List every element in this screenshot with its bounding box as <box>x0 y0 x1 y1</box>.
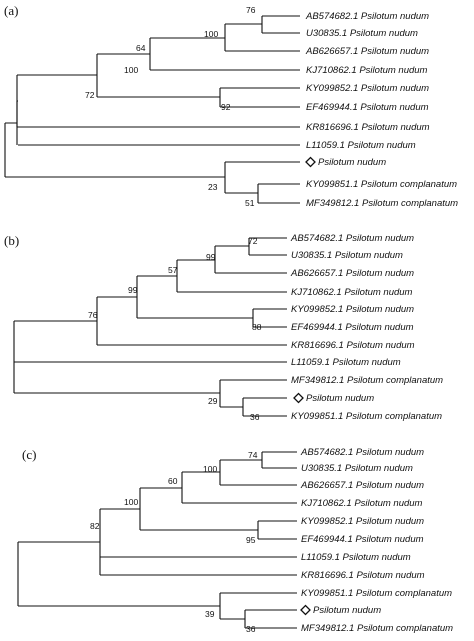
branch <box>137 276 253 318</box>
taxon-label: EF469944.1 Psilotum nudum <box>306 102 429 113</box>
taxon-label: AB574682.1 Psilotum nudum <box>306 11 430 22</box>
bootstrap-label: 100 <box>203 464 218 474</box>
taxon-labels-a <box>305 11 458 209</box>
taxon-label: EF469944.1 Psilotum nudum <box>291 322 414 333</box>
taxon-label: AB574682.1 Psilotum nudum <box>291 233 415 244</box>
bootstrap-label: 100 <box>204 29 219 39</box>
taxon-label: KY099851.1 Psilotum complanatum <box>301 588 453 599</box>
bootstrap-label: 100 <box>124 497 139 507</box>
branch <box>17 101 300 145</box>
diamond-marker-icon <box>294 394 303 403</box>
taxon-label: KY099851.1 Psilotum complanatum <box>306 179 458 190</box>
taxon-label: KJ710862.1 Psilotum nudum <box>291 287 413 298</box>
taxon-label: U30835.1 Psilotum nudum <box>306 28 418 39</box>
taxon-labels-c <box>300 447 453 634</box>
bootstrap-label: 99 <box>206 252 216 262</box>
tree-panel-a <box>4 3 458 209</box>
branch <box>177 260 287 292</box>
branch <box>258 184 300 203</box>
branch <box>140 488 258 530</box>
bootstrap-label: 76 <box>88 310 98 320</box>
taxon-label: KR816696.1 Psilotum nudum <box>301 570 425 581</box>
tree-panel-b <box>4 233 443 422</box>
branch <box>215 246 287 273</box>
bootstrap-label: 36 <box>250 412 260 422</box>
branch <box>97 297 287 345</box>
taxon-label: KY099852.1 Psilotum nudum <box>291 304 415 315</box>
taxon-label: KR816696.1 Psilotum nudum <box>306 122 430 133</box>
branch <box>18 542 220 606</box>
taxon-label: AB626657.1 Psilotum nudum <box>301 480 425 491</box>
branch <box>258 521 297 539</box>
branch <box>220 88 300 107</box>
taxon-labels-b <box>290 233 443 422</box>
tree-panel-c <box>18 447 453 634</box>
bootstrap-label: 29 <box>208 396 218 406</box>
bootstrap-label: 88 <box>252 322 262 332</box>
branch <box>220 460 297 485</box>
bootstrap-label: 74 <box>248 450 258 460</box>
bootstrap-label: 82 <box>90 521 100 531</box>
taxon-label: AB574682.1 Psilotum nudum <box>301 447 425 458</box>
bootstrap-label: 92 <box>221 102 231 112</box>
branch <box>220 380 287 407</box>
bootstrap-label: 95 <box>246 535 256 545</box>
diamond-marker-icon <box>301 606 310 615</box>
taxon-label: U30835.1 Psilotum nudum <box>301 463 413 474</box>
taxon-label: Psilotum nudum <box>306 393 375 404</box>
branch <box>225 162 300 193</box>
taxon-label: AB626657.1 Psilotum nudum <box>306 46 430 57</box>
branch <box>182 472 297 503</box>
bootstrap-label: 60 <box>168 476 178 486</box>
branch <box>14 362 220 393</box>
taxon-label: KJ710862.1 Psilotum nudum <box>306 65 428 76</box>
bootstrap-label: 100 <box>124 65 139 75</box>
branch <box>220 593 297 619</box>
taxon-label: KY099852.1 Psilotum nudum <box>306 83 430 94</box>
bootstrap-values-b <box>88 236 262 422</box>
taxon-label: Psilotum nudum <box>313 605 382 616</box>
taxon-label: U30835.1 Psilotum nudum <box>291 250 403 261</box>
branch <box>17 75 300 127</box>
bootstrap-label: 99 <box>128 285 138 295</box>
branch <box>97 54 220 97</box>
bootstrap-label: 23 <box>208 182 218 192</box>
bootstrap-label: 72 <box>85 90 95 100</box>
bootstrap-label: 76 <box>246 5 256 15</box>
branch <box>5 123 225 177</box>
tree-branches-b <box>14 238 287 416</box>
bootstrap-label: 57 <box>168 265 178 275</box>
taxon-label: L11059.1 Psilotum nudum <box>291 357 401 368</box>
branch <box>262 452 297 468</box>
taxon-label: AB626657.1 Psilotum nudum <box>291 268 415 279</box>
taxon-label: L11059.1 Psilotum nudum <box>301 552 411 563</box>
taxon-label: MF349812.1 Psilotum complanatum <box>306 198 459 209</box>
branch <box>100 509 297 557</box>
bootstrap-label: 51 <box>245 198 255 208</box>
taxon-label: KR816696.1 Psilotum nudum <box>291 340 415 351</box>
taxon-label: KJ710862.1 Psilotum nudum <box>301 498 423 509</box>
bootstrap-label: 39 <box>205 609 215 619</box>
taxon-label: Psilotum nudum <box>318 157 387 168</box>
diamond-marker-icon <box>306 158 315 167</box>
panel-label-c: (c) <box>22 447 37 462</box>
branch <box>100 557 297 575</box>
taxon-label: KY099852.1 Psilotum nudum <box>301 516 425 527</box>
taxon-label: EF469944.1 Psilotum nudum <box>301 534 424 545</box>
tree-branches-a <box>5 16 300 203</box>
taxon-label: L11059.1 Psilotum nudum <box>306 140 416 151</box>
bootstrap-label: 36 <box>246 624 256 634</box>
panel-label-a: (a) <box>4 3 19 18</box>
taxon-label: MF349812.1 Psilotum complanatum <box>301 623 454 634</box>
bootstrap-label: 64 <box>136 43 146 53</box>
branch <box>262 16 300 33</box>
panel-label-b: (b) <box>4 233 20 248</box>
bootstrap-label: 72 <box>248 236 258 246</box>
taxon-label: MF349812.1 Psilotum complanatum <box>291 375 444 386</box>
taxon-label: KY099851.1 Psilotum complanatum <box>291 411 443 422</box>
branch <box>14 321 287 362</box>
